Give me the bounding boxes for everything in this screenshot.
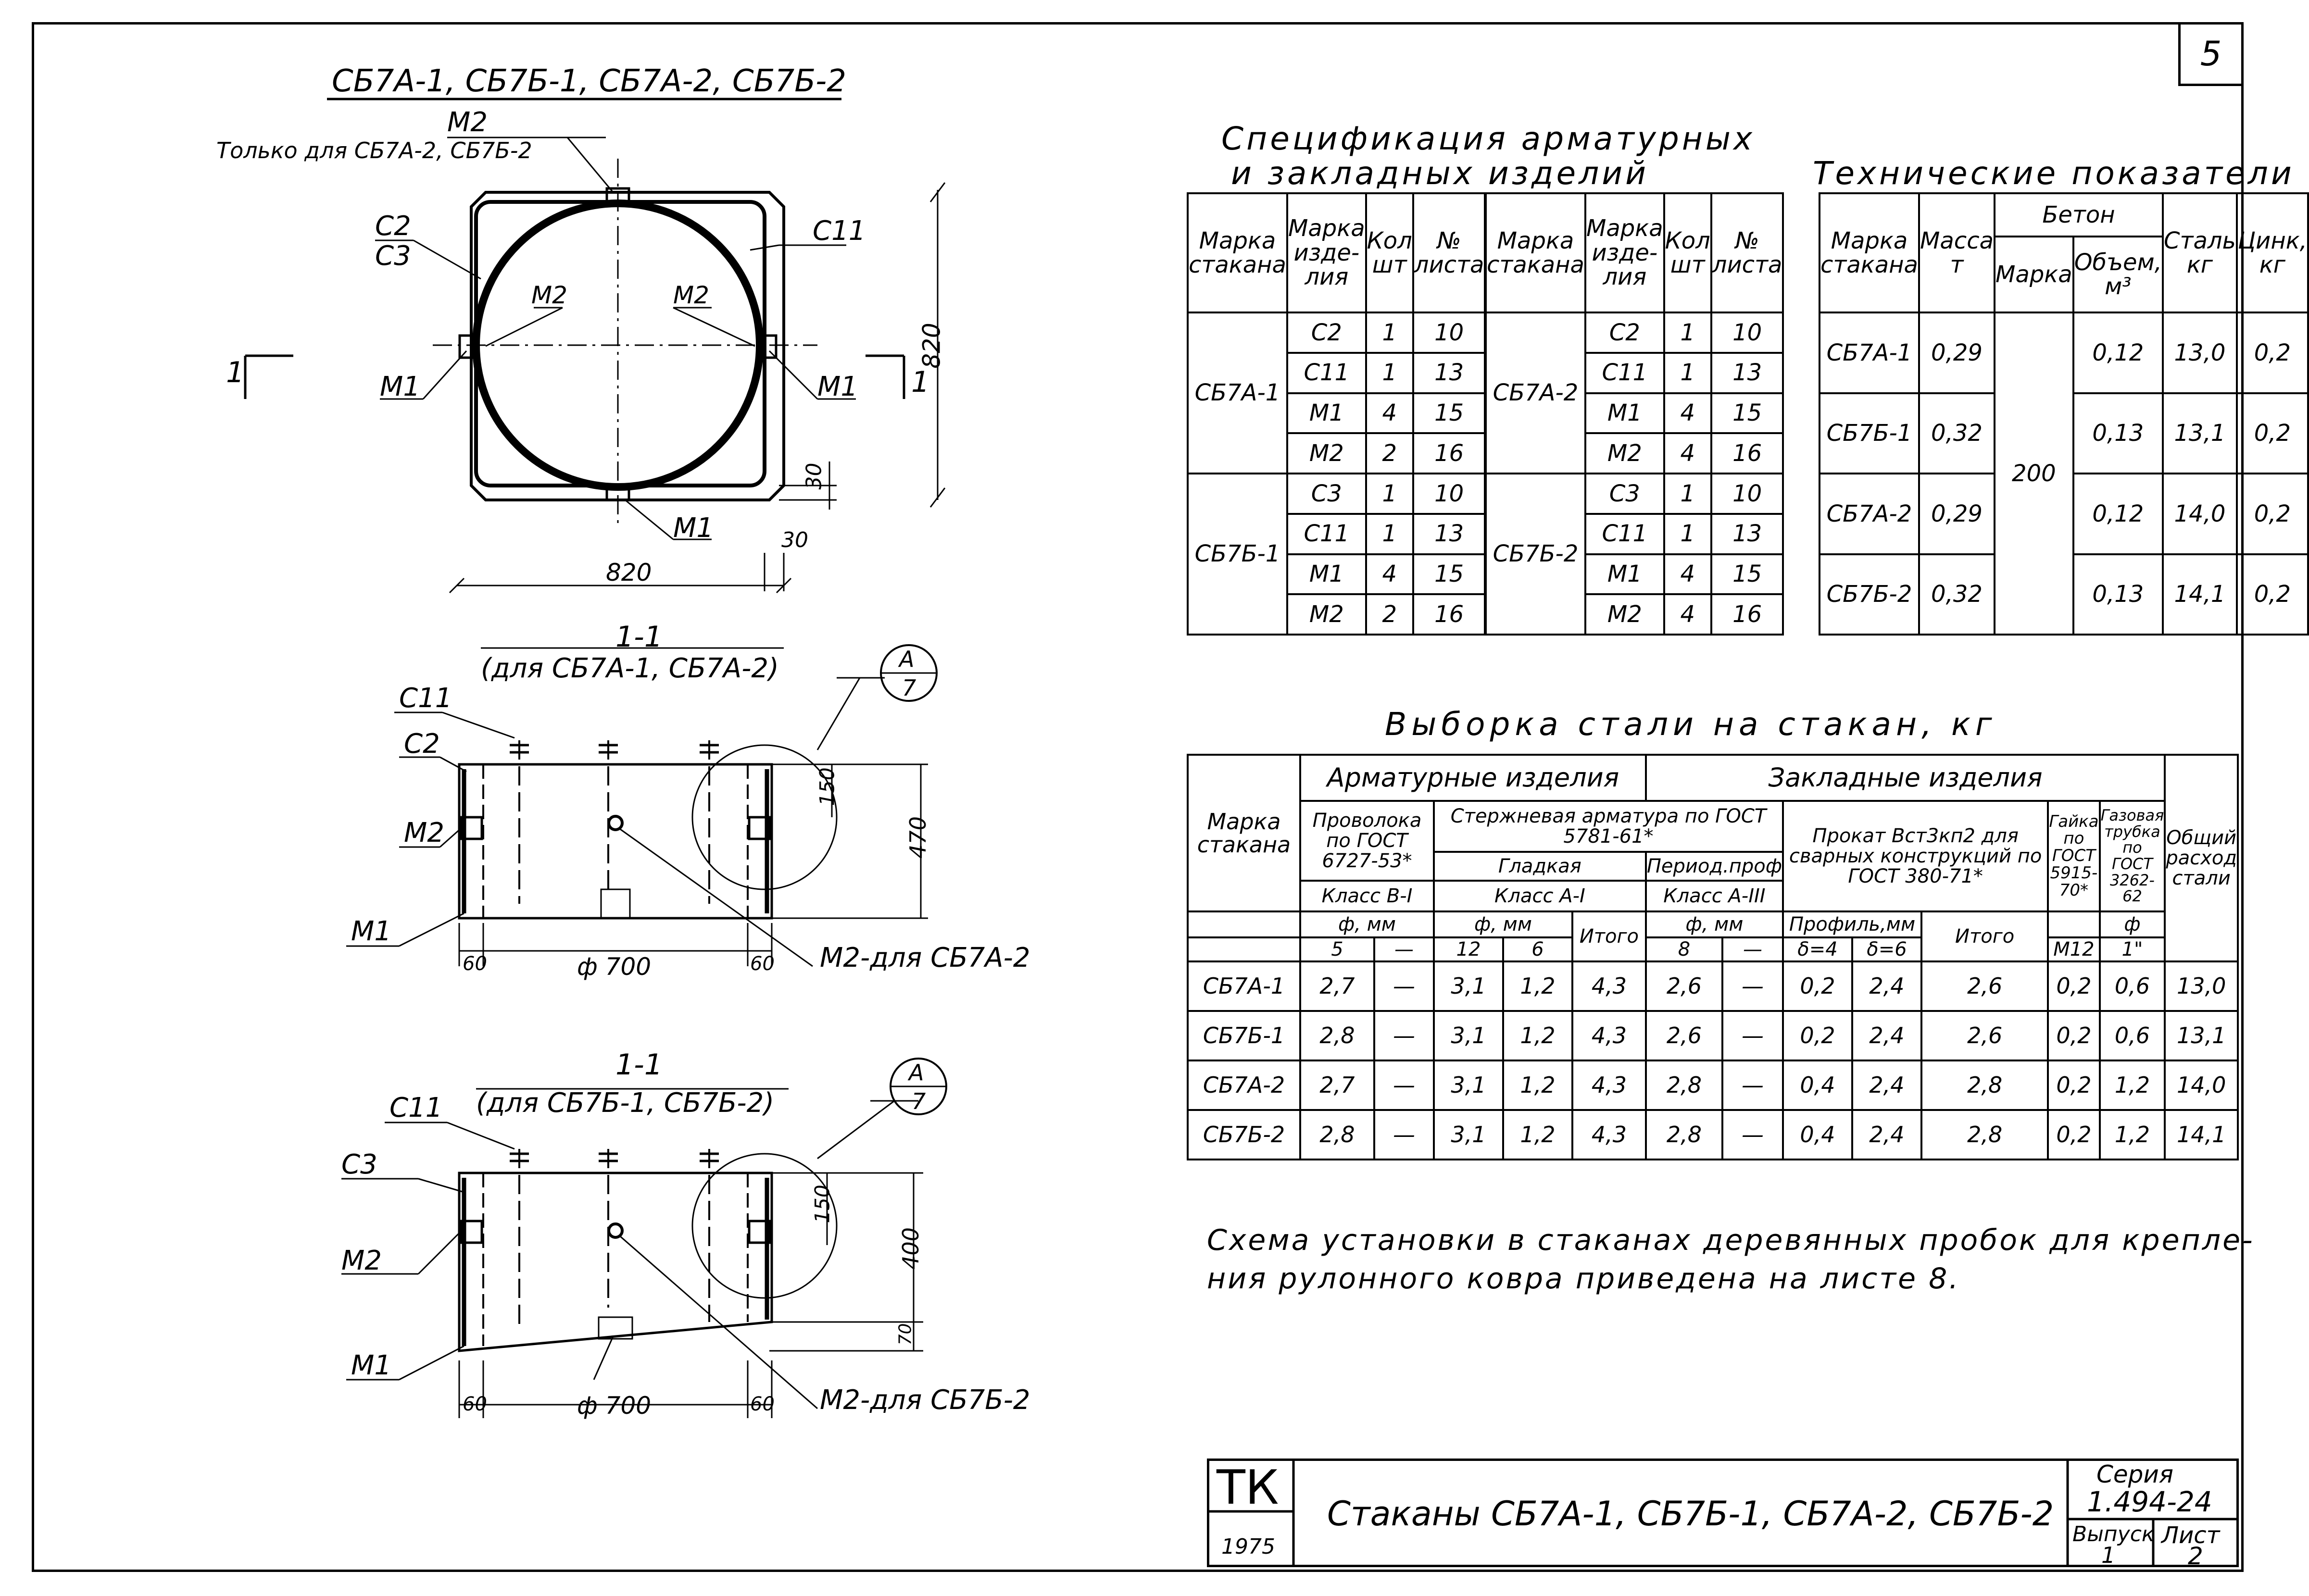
table-cell: 3,1	[1434, 961, 1503, 1011]
table-cell: 1,2	[1503, 961, 1572, 1011]
table-cell: М2	[1287, 433, 1366, 474]
table-cell: 0,12	[2073, 312, 2163, 393]
table-cell: СБ7Б-2	[1188, 1110, 1300, 1160]
label-m1-left: М1	[380, 371, 420, 402]
table-cell: С11	[1287, 514, 1366, 554]
table-cell: 0,32	[1919, 393, 1995, 474]
table-cell: 2,6	[1646, 1011, 1722, 1060]
table-cell: С11	[1585, 514, 1664, 554]
section-b-ref-top: А	[909, 1060, 924, 1085]
section-a-callout: М2-для СБ7А-2	[820, 942, 1030, 973]
tech-header-zinc: Цинк, кг	[2237, 193, 2308, 312]
steel-header-class-a3: Класс А-III	[1646, 881, 1783, 911]
steel-header-dia: ф	[2100, 911, 2165, 937]
table-cell: 15	[1413, 554, 1485, 595]
table-cell: 0,2	[2048, 1060, 2099, 1110]
table-cell: 2,7	[1300, 1060, 1374, 1110]
m2-label: М2	[447, 107, 488, 138]
table-cell: —	[1722, 1060, 1783, 1110]
label-c11: С11	[813, 215, 866, 247]
table-cell: 2,4	[1852, 1011, 1921, 1060]
table-cell: СБ7А-2	[1188, 1060, 1300, 1110]
table-cell: 1	[1664, 514, 1711, 554]
steel-empty-cell	[1188, 911, 1300, 937]
table-cell: 12	[1434, 937, 1503, 961]
table-cell: —	[1722, 937, 1783, 961]
table-cell: 13	[1711, 514, 1783, 554]
section-a-dim-470: 470	[904, 816, 931, 859]
tech-header-mass: Масса т	[1919, 193, 1995, 312]
table-cell: 13,1	[2163, 393, 2237, 474]
steel-header-pipe: Газовая трубка по ГОСТ 3262-62	[2100, 801, 2165, 911]
table-cell: М12	[2048, 937, 2099, 961]
table-cell: С3	[1287, 474, 1366, 514]
spec-title-line1: Спецификация арматурных	[1221, 120, 1756, 157]
table-cell: 14,1	[2165, 1110, 2238, 1160]
steel-header-smooth: Гладкая	[1434, 852, 1646, 881]
table-cell: 0,32	[1919, 554, 1995, 635]
steel-title: Выборка стали на стакан, кг	[1385, 706, 1997, 743]
section-a-dim-60-left: 60	[463, 953, 487, 975]
table-cell: 2,4	[1852, 961, 1921, 1011]
section-a-dim-150: 150	[815, 767, 839, 806]
spec-left-mark: СБ7Б-1	[1188, 474, 1287, 635]
section-b-c3: С3	[341, 1149, 377, 1180]
table-cell: М1	[1287, 554, 1366, 595]
title-block-tk: ТК	[1217, 1460, 1279, 1515]
table-cell: 0,4	[1783, 1060, 1852, 1110]
spec-right-mark: СБ7Б-2	[1486, 474, 1585, 635]
steel-header-class-a1: Класс А-I	[1434, 881, 1646, 911]
spec-header-item: Марка изде-лия	[1287, 193, 1366, 312]
table-cell: 8	[1646, 937, 1722, 961]
table-cell: 0,29	[1919, 474, 1995, 554]
label-m2-left: М2	[531, 281, 567, 309]
steel-header-class-b: Класс В-I	[1300, 881, 1434, 911]
section-b-dim-60-right: 60	[750, 1393, 775, 1415]
section-b-dim-60-left: 60	[463, 1393, 487, 1415]
table-cell: 1	[1664, 312, 1711, 353]
section-b-m2: М2	[341, 1245, 382, 1276]
title-block-name: Стаканы СБ7А-1, СБ7Б-1, СБ7А-2, СБ7Б-2	[1327, 1494, 2054, 1534]
steel-header-period: Период.проф	[1646, 852, 1783, 881]
spec-header-mark: Марка стакана	[1188, 193, 1287, 312]
table-cell: 2	[1366, 594, 1413, 635]
table-cell: 0,2	[2237, 554, 2308, 635]
table-cell: 14,0	[2163, 474, 2237, 554]
section-a-ref-bottom: 7	[902, 675, 916, 701]
table-cell: 13,1	[2165, 1011, 2238, 1060]
table-cell: 15	[1413, 393, 1485, 434]
drawing-title: СБ7А-1, СБ7Б-1, СБ7А-2, СБ7Б-2	[332, 63, 846, 99]
steel-header-wire: Проволока по ГОСТ 6727-53*	[1300, 801, 1434, 881]
section-b-callout: М2-для СБ7Б-2	[820, 1384, 1030, 1416]
table-cell: М1	[1585, 554, 1664, 595]
table-cell: 0,2	[2048, 1110, 2099, 1160]
table-cell: 13	[1413, 353, 1485, 393]
label-m2-right: М2	[673, 281, 709, 309]
table-cell: 3,1	[1434, 1060, 1503, 1110]
table-cell: 1,2	[2100, 1060, 2165, 1110]
steel-header-dia-a3: ф, мм	[1646, 911, 1783, 937]
title-block-year: 1975	[1221, 1534, 1275, 1559]
table-cell: СБ7А-1	[1820, 312, 1919, 393]
table-cell: —	[1374, 1110, 1434, 1160]
steel-header-emb: Закладные изделия	[1646, 755, 2165, 801]
tech-grade-value: 200	[1995, 312, 2073, 635]
dim-820-horizontal: 820	[606, 559, 652, 586]
table-cell: 1	[1366, 312, 1413, 353]
table-cell: 10	[1413, 474, 1485, 514]
table-cell: СБ7А-1	[1188, 961, 1300, 1011]
table-cell: 0,6	[2100, 1011, 2165, 1060]
section-a-m1: М1	[351, 916, 391, 947]
section-marker-right: 1	[911, 365, 930, 399]
section-a-title: 1-1	[615, 620, 663, 654]
spec-header-mark: Марка стакана	[1486, 193, 1585, 312]
section-b-dim-150: 150	[810, 1185, 834, 1223]
steel-header-total: Общий расход стали	[2165, 755, 2238, 961]
table-cell: 3,1	[1434, 1110, 1503, 1160]
table-cell: 13,0	[2163, 312, 2237, 393]
tech-title: Технические показатели	[1813, 155, 2295, 192]
tech-header-volume: Объем, м³	[2073, 237, 2163, 312]
table-cell: 1	[1664, 353, 1711, 393]
steel-header-itogo-rod: Итого	[1572, 911, 1646, 961]
table-cell: 13	[1711, 353, 1783, 393]
table-cell: 14,1	[2163, 554, 2237, 635]
table-cell: 2,8	[1300, 1110, 1374, 1160]
table-cell: 2,6	[1921, 1011, 2048, 1060]
table-cell: 0,12	[2073, 474, 2163, 554]
table-cell: СБ7Б-1	[1188, 1011, 1300, 1060]
table-cell: 2,6	[1921, 961, 2048, 1011]
section-a-m2: М2	[404, 817, 444, 848]
page-number: 5	[2178, 24, 2241, 86]
table-cell: М2	[1585, 594, 1664, 635]
note-line-1: Схема установки в стаканах деревянных пробок для крепле-	[1207, 1223, 2255, 1257]
section-b-c11: С11	[389, 1092, 443, 1123]
table-cell: 0,13	[2073, 554, 2163, 635]
table-cell: М2	[1287, 594, 1366, 635]
table-cell: М1	[1287, 393, 1366, 434]
dim-30-horizontal: 30	[781, 528, 808, 552]
table-cell: 1	[1664, 474, 1711, 514]
spec-header-sheet: № листа	[1711, 193, 1783, 312]
table-cell: —	[1722, 1011, 1783, 1060]
table-cell: 5	[1300, 937, 1374, 961]
table-cell: 0,2	[2237, 312, 2308, 393]
spec-header-sheet: № листа	[1413, 193, 1485, 312]
table-cell: 10	[1413, 312, 1485, 353]
table-cell: 1,2	[1503, 1011, 1572, 1060]
dim-30-vertical: 30	[802, 462, 827, 490]
table-cell: 4,3	[1572, 961, 1646, 1011]
spec-left-mark: СБ7А-1	[1188, 312, 1287, 474]
section-b-dim-700: ф 700	[577, 1392, 652, 1420]
label-m1-right: М1	[817, 371, 858, 402]
steel-empty-cell	[1188, 937, 1300, 961]
table-cell: 10	[1711, 474, 1783, 514]
steel-header-nut: Гайка по ГОСТ 5915-70*	[2048, 801, 2099, 911]
section-a-subtitle: (для СБ7А-1, СБ7А-2)	[481, 653, 779, 684]
table-cell: 1	[1366, 474, 1413, 514]
table-cell: СБ7Б-2	[1820, 554, 1919, 635]
spec-header-qty: Кол шт	[1664, 193, 1711, 312]
steel-header-profile: Профиль,мм	[1783, 911, 1921, 937]
steel-header-itogo-prokat: Итого	[1921, 911, 2048, 961]
table-cell: —	[1374, 937, 1434, 961]
table-cell: 2,8	[1646, 1060, 1722, 1110]
steel-header-dia-a1: ф, мм	[1434, 911, 1572, 937]
table-cell: 2,8	[1921, 1060, 2048, 1110]
section-a-c2: С2	[404, 728, 440, 760]
table-cell: 2,8	[1646, 1110, 1722, 1160]
table-cell: 1,2	[1503, 1110, 1572, 1160]
table-cell: 15	[1711, 554, 1783, 595]
table-cell: 4,3	[1572, 1011, 1646, 1060]
table-cell: 1"	[2100, 937, 2165, 961]
table-cell: —	[1374, 961, 1434, 1011]
spec-header-qty: Кол шт	[1366, 193, 1413, 312]
table-cell: 4	[1366, 393, 1413, 434]
table-cell: С11	[1585, 353, 1664, 393]
table-cell: 2,7	[1300, 961, 1374, 1011]
title-block-sheet: 2	[2188, 1542, 2203, 1570]
steel-header-rod: Стержневая арматура по ГОСТ 5781-61*	[1434, 801, 1783, 852]
steel-table	[1187, 754, 2239, 1160]
section-b-subtitle: (для СБ7Б-1, СБ7Б-2)	[476, 1087, 775, 1119]
steel-header-prokat: Прокат Вст3кп2 для сварных конструкций по ГОСТ 380-71*	[1783, 801, 2048, 911]
table-cell: 2,6	[1646, 961, 1722, 1011]
table-cell: δ=6	[1852, 937, 1921, 961]
table-cell: 0,2	[1783, 1011, 1852, 1060]
table-cell: 0,2	[2237, 393, 2308, 474]
table-cell: 0,2	[2048, 1011, 2099, 1060]
table-cell: 6	[1503, 937, 1572, 961]
section-b-dim-70: 70	[895, 1323, 916, 1346]
table-cell: —	[1722, 961, 1783, 1011]
table-cell: С3	[1585, 474, 1664, 514]
spec-table-left	[1187, 192, 1486, 636]
section-marker-left: 1	[226, 356, 245, 389]
section-b-dim-400: 400	[897, 1227, 924, 1270]
section-b-ref-bottom: 7	[912, 1088, 926, 1114]
table-cell: 0,4	[1783, 1110, 1852, 1160]
table-cell: 0,2	[1783, 961, 1852, 1011]
steel-header-dia-b: ф, мм	[1300, 911, 1434, 937]
table-cell: С2	[1287, 312, 1366, 353]
spec-table-right	[1485, 192, 1784, 636]
label-m1-bottom: М1	[673, 512, 714, 544]
table-cell: 0,2	[2237, 474, 2308, 554]
table-cell: 3,1	[1434, 1011, 1503, 1060]
table-cell: 10	[1711, 312, 1783, 353]
title-block-issue: 1	[2101, 1542, 2116, 1568]
table-cell: 2,4	[1852, 1060, 1921, 1110]
m2-note: Только для СБ7А-2, СБ7Б-2	[216, 137, 532, 163]
tech-header-steel: Сталь кг	[2163, 193, 2237, 312]
table-cell: 1,2	[2100, 1110, 2165, 1160]
table-cell: —	[1374, 1011, 1434, 1060]
table-cell: 1	[1366, 514, 1413, 554]
table-cell: 2,4	[1852, 1110, 1921, 1160]
table-cell: —	[1722, 1110, 1783, 1160]
steel-empty-cell	[2048, 911, 2099, 937]
table-cell: 15	[1711, 393, 1783, 434]
label-c3: С3	[375, 240, 411, 272]
table-cell: 4	[1366, 554, 1413, 595]
table-cell: 16	[1711, 594, 1783, 635]
section-a-ref-top: А	[899, 646, 915, 672]
table-cell: 4	[1664, 393, 1711, 434]
spec-right-mark: СБ7А-2	[1486, 312, 1585, 474]
steel-header-mark: Марка стакана	[1188, 755, 1300, 911]
spec-header-item: Марка изде-лия	[1585, 193, 1664, 312]
table-cell: 4,3	[1572, 1110, 1646, 1160]
table-cell: 13,0	[2165, 961, 2238, 1011]
tech-header-beton: Бетон	[1995, 193, 2163, 237]
note-line-2: ния рулонного ковра приведена на листе 8.	[1207, 1262, 1960, 1296]
table-cell: 16	[1711, 433, 1783, 474]
title-block-issue-label: Выпуск	[2072, 1522, 2155, 1546]
table-cell: 2,8	[1300, 1011, 1374, 1060]
table-cell: С2	[1585, 312, 1664, 353]
table-cell: 0,2	[2048, 961, 2099, 1011]
table-cell: С11	[1287, 353, 1366, 393]
title-block-sheet-label: Лист	[2161, 1522, 2220, 1549]
table-cell: 2	[1366, 433, 1413, 474]
label-c2: С2	[375, 211, 411, 242]
table-cell: СБ7А-2	[1820, 474, 1919, 554]
table-cell: 14,0	[2165, 1060, 2238, 1110]
table-cell: 0,13	[2073, 393, 2163, 474]
section-a-dim-60-right: 60	[750, 953, 775, 975]
table-cell: 4	[1664, 433, 1711, 474]
section-a-dim-700: ф 700	[577, 953, 652, 981]
title-block	[1207, 1459, 2239, 1570]
table-cell: СБ7Б-1	[1820, 393, 1919, 474]
tech-table	[1819, 192, 2309, 636]
section-b-m1: М1	[351, 1350, 391, 1381]
section-b-title: 1-1	[615, 1048, 663, 1082]
tech-header-grade: Марка	[1995, 237, 2073, 312]
steel-header-arm: Арматурные изделия	[1300, 755, 1646, 801]
table-cell: 16	[1413, 594, 1485, 635]
section-a-c11: С11	[399, 683, 452, 714]
table-cell: —	[1374, 1060, 1434, 1110]
table-cell: 4,3	[1572, 1060, 1646, 1110]
dim-820-vertical: 820	[917, 323, 946, 369]
table-cell: 4	[1664, 554, 1711, 595]
table-cell: 0,6	[2100, 961, 2165, 1011]
spec-title-line2: и закладных изделий	[1231, 155, 1649, 192]
table-cell: 2,8	[1921, 1110, 2048, 1160]
table-cell: 1,2	[1503, 1060, 1572, 1110]
table-cell: 4	[1664, 594, 1711, 635]
table-cell: 0,29	[1919, 312, 1995, 393]
table-cell: 16	[1413, 433, 1485, 474]
table-cell: М2	[1585, 433, 1664, 474]
table-cell: 1	[1366, 353, 1413, 393]
title-block-series: 1.494-24	[2087, 1485, 2212, 1518]
tech-header-mark: Марка стакана	[1820, 193, 1919, 312]
title-block-series-label: Серия	[2096, 1460, 2173, 1488]
table-cell: 13	[1413, 514, 1485, 554]
table-cell: М1	[1585, 393, 1664, 434]
table-cell: δ=4	[1783, 937, 1852, 961]
